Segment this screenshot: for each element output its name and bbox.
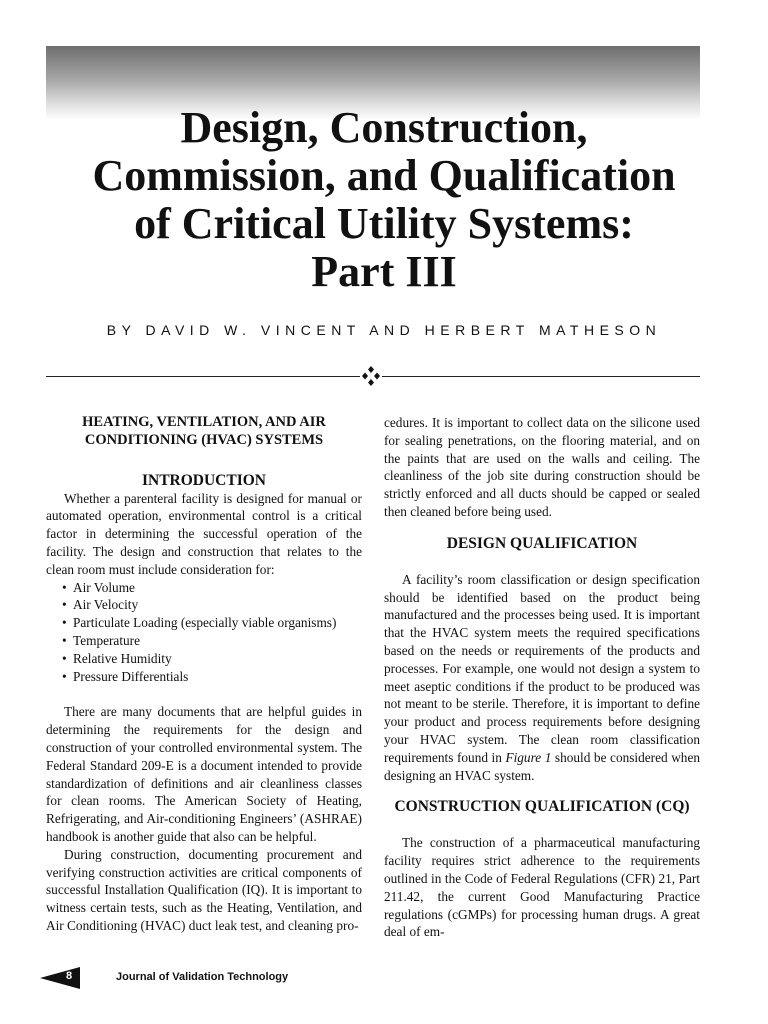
section-heading-introduction: INTRODUCTION — [141, 471, 266, 489]
figure-reference: Figure 1 — [505, 749, 552, 765]
right-column — [384, 414, 700, 941]
title-line: of Critical Utility Systems: — [134, 199, 634, 248]
divider-rule-right — [382, 376, 700, 377]
article-title — [30, 104, 738, 296]
page-number: 8 — [65, 970, 73, 982]
body-paragraph: cedures. It is important to collect data on the silicone used for sealing penetrations, on the flooring material, and on the paints that are used on the walls and ceiling. The cleanliness of the job site during construction should be strictly enforced and all ducts should be capped or sealed then cleaned before being used. — [384, 415, 700, 519]
title-line: Commission, and Qualification — [92, 151, 676, 200]
list-item: • Particulate Loading (especially viable organisms) — [62, 614, 362, 632]
journal-name: Journal of Validation Technology — [116, 971, 289, 983]
consideration-list — [46, 579, 362, 686]
left-column — [46, 414, 362, 935]
list-item: • Relative Humidity — [62, 650, 362, 668]
author-byline: BY DAVID W. VINCENT AND HERBERT MATHESON — [106, 322, 662, 338]
body-paragraph: The construction of a pharmaceutical manufacturing facility requires strict adherence to the requirements outlined in the Code of Federal Regulations (CFR) 21, Part 211.42, the current Good Manufacturing Practice regulations (cGMPs) for processing human drugs. A great deal of em- — [384, 835, 700, 940]
list-item: • Pressure Differentials — [62, 668, 362, 686]
title-line: Part III — [311, 247, 457, 296]
body-paragraph: During construction, documenting procurement and verifying construction activities are critical components of successful Installation Qualification (IQ). It is important to witness certain tests, such as the Heating, Ventilation, and Air Conditioning (HVAC) duct leak test, and cleaning pro- — [46, 846, 362, 933]
list-item: • Air Velocity — [62, 596, 362, 614]
section-heading-hvac: HEATING, VENTILATION, AND AIR CONDITIONING (HVAC) SYSTEMS — [82, 414, 326, 448]
list-item: • Temperature — [62, 632, 362, 650]
title-line: Design, Construction, — [180, 103, 588, 152]
body-paragraph: A facility’s room classification or design specification should be identified based on the product being manufactured and the processes being used. It is important that the HVAC system meets the required specifications based on the needs or requirements of the products and processes. For example, one would not design a system to meet aseptic conditions if the product to be produced was not meant to be sterile. Therefore, it is important to define your product and process requirements before designing your HVAC system. The clean room classification requirements found in Figure 1 should be considered when designing an HVAC system. — [384, 571, 700, 783]
body-paragraph: There are many documents that are helpful guides in determining the requirements for the design and construction of your controlled environmental system. The Federal Standard 209-E is a document intended to provide standardization of definitions and air cleanliness classes for clean rooms. The American Society of Heating, Refrigerating, and Air-conditioning Engineers’ (ASHRAE) handbook is another guide that also can be helpful. — [46, 704, 362, 844]
page-number-badge — [40, 967, 80, 989]
body-paragraph: Whether a parenteral facility is designed for manual or automated operation, environmental control is a critical factor in determining the successful operation of the facility. The design and construction that relates to the clean room must include consideration for: — [46, 490, 362, 577]
section-heading-construction-qualification: CONSTRUCTION QUALIFICATION (CQ) — [394, 798, 690, 816]
divider-rule-left — [46, 376, 360, 377]
list-item: • Air Volume — [62, 579, 362, 597]
section-heading-design-qualification: DESIGN QUALIFICATION — [446, 534, 638, 552]
diamond-ornament-icon — [361, 365, 381, 387]
